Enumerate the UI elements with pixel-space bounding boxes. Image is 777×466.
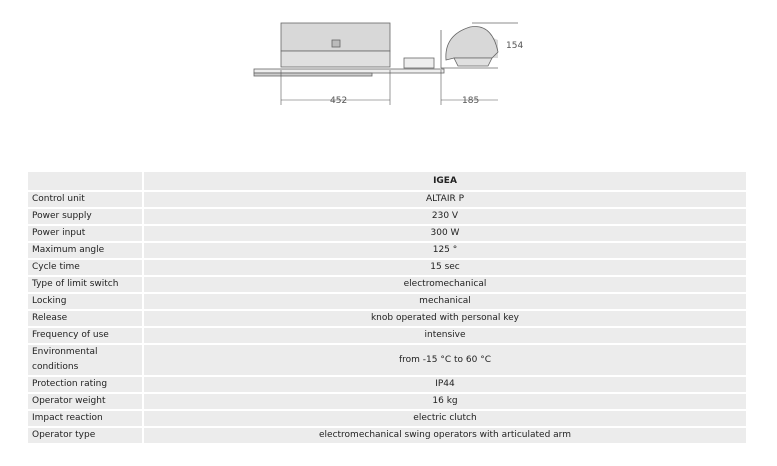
spec-label: Type of limit switch bbox=[28, 277, 144, 292]
spec-label: Operator weight bbox=[28, 394, 144, 409]
spec-value: 15 sec bbox=[144, 260, 746, 275]
table-row bbox=[28, 192, 746, 207]
specifications-table bbox=[28, 170, 746, 445]
spec-value: knob operated with personal key bbox=[144, 311, 746, 326]
spec-label: Release bbox=[28, 311, 144, 326]
spec-label: Impact reaction bbox=[28, 411, 144, 426]
table-row bbox=[28, 311, 746, 326]
model-name: IGEA bbox=[144, 172, 746, 190]
table-row bbox=[28, 428, 746, 443]
table-row bbox=[28, 277, 746, 292]
spec-value: 300 W bbox=[144, 226, 746, 241]
spec-label: Power supply bbox=[28, 209, 144, 224]
spec-label: Cycle time bbox=[28, 260, 144, 275]
length-dimension: 452 bbox=[330, 96, 348, 106]
spec-value: ALTAIR P bbox=[144, 192, 746, 207]
spec-value: electric clutch bbox=[144, 411, 746, 426]
table-row bbox=[28, 243, 746, 258]
spec-value: from -15 °C to 60 °C bbox=[144, 345, 746, 375]
spec-value: electromechanical swing operators with articulated arm bbox=[144, 428, 746, 443]
spec-value: electromechanical bbox=[144, 277, 746, 292]
spec-label: Frequency of use bbox=[28, 328, 144, 343]
spec-value: mechanical bbox=[144, 294, 746, 309]
spec-label: Protection rating bbox=[28, 377, 144, 392]
spec-label: Power input bbox=[28, 226, 144, 241]
header-label bbox=[28, 172, 144, 190]
table-row bbox=[28, 294, 746, 309]
spec-value: 16 kg bbox=[144, 394, 746, 409]
spec-value: 230 V bbox=[144, 209, 746, 224]
spec-label: Environmental conditions bbox=[28, 345, 144, 375]
front-view bbox=[254, 23, 444, 76]
depth-dimension: 185 bbox=[462, 96, 480, 106]
table-header-row bbox=[28, 172, 746, 190]
table-row bbox=[28, 377, 746, 392]
spec-label: Maximum angle bbox=[28, 243, 144, 258]
spec-label: Operator type bbox=[28, 428, 144, 443]
operator-technical-drawing bbox=[240, 10, 540, 115]
table-row bbox=[28, 328, 746, 343]
table-row bbox=[28, 345, 746, 375]
spec-value: 125 ° bbox=[144, 243, 746, 258]
table-row bbox=[28, 411, 746, 426]
spec-value: IP44 bbox=[144, 377, 746, 392]
table-row bbox=[28, 260, 746, 275]
spec-label: Control unit bbox=[28, 192, 144, 207]
spec-value: intensive bbox=[144, 328, 746, 343]
table-row bbox=[28, 209, 746, 224]
height-dimension: 154 bbox=[506, 41, 524, 51]
table-row bbox=[28, 226, 746, 241]
spec-label: Locking bbox=[28, 294, 144, 309]
table-row bbox=[28, 394, 746, 409]
